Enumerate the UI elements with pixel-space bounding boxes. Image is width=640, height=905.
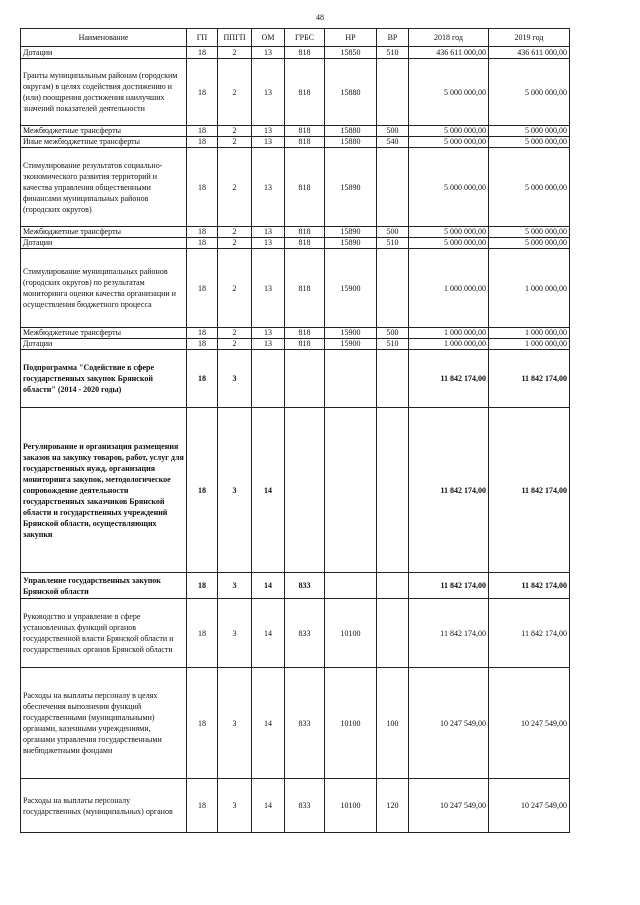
cell-2019: 1 000 000,00 <box>489 328 570 339</box>
cell-grbs: 818 <box>285 148 325 227</box>
cell-name: Дотации <box>21 238 187 249</box>
col-header-name: Наименование <box>21 29 187 47</box>
table-row <box>21 126 570 137</box>
cell-om <box>252 350 285 408</box>
table-row <box>21 599 570 668</box>
cell-vr <box>377 573 409 599</box>
cell-nr: 15880 <box>325 137 377 148</box>
col-header-vr: ВР <box>377 29 409 47</box>
cell-grbs: 833 <box>285 779 325 833</box>
cell-vr: 500 <box>377 328 409 339</box>
cell-grbs: 833 <box>285 599 325 668</box>
table-row <box>21 148 570 227</box>
cell-nr: 15850 <box>325 47 377 59</box>
cell-gp: 18 <box>187 47 218 59</box>
cell-name: Расходы на выплаты персоналу государственных (муниципальных) органов <box>21 779 187 833</box>
page-number: 48 <box>316 13 324 22</box>
cell-ppgp: 2 <box>218 137 252 148</box>
cell-vr <box>377 148 409 227</box>
cell-grbs: 818 <box>285 59 325 126</box>
table-row <box>21 339 570 350</box>
cell-gp: 18 <box>187 339 218 350</box>
col-header-grbs: ГРБС <box>285 29 325 47</box>
cell-vr: 500 <box>377 227 409 238</box>
cell-2019: 11 842 174,00 <box>489 408 570 573</box>
table-row <box>21 408 570 573</box>
table-row <box>21 47 570 59</box>
cell-om: 14 <box>252 573 285 599</box>
cell-ppgp: 2 <box>218 339 252 350</box>
table-row <box>21 227 570 238</box>
cell-ppgp: 3 <box>218 573 252 599</box>
cell-2019: 5 000 000,00 <box>489 238 570 249</box>
cell-gp: 18 <box>187 249 218 328</box>
cell-ppgp: 3 <box>218 779 252 833</box>
col-header-gp: ГП <box>187 29 218 47</box>
cell-2019: 10 247 549,00 <box>489 668 570 779</box>
cell-nr: 15880 <box>325 126 377 137</box>
cell-name: Межбюджетные трансферты <box>21 227 187 238</box>
cell-gp: 18 <box>187 408 218 573</box>
cell-om: 13 <box>252 249 285 328</box>
cell-ppgp: 2 <box>218 47 252 59</box>
cell-2019: 11 842 174,00 <box>489 573 570 599</box>
cell-2018: 5 000 000,00 <box>409 59 489 126</box>
col-header-2019: 2019 год <box>489 29 570 47</box>
cell-2019: 1 000 000,00 <box>489 339 570 350</box>
cell-ppgp: 3 <box>218 599 252 668</box>
cell-2018: 5 000 000,00 <box>409 238 489 249</box>
cell-om: 13 <box>252 137 285 148</box>
cell-name: Стимулирование результатов социально-экономического развития территорий и качества управления общественными финансами муниципальных районов (городских округов) <box>21 148 187 227</box>
cell-2019: 5 000 000,00 <box>489 137 570 148</box>
cell-om: 14 <box>252 408 285 573</box>
cell-name: Дотации <box>21 47 187 59</box>
cell-om: 13 <box>252 227 285 238</box>
cell-name: Подпрограмма "Содействие в сфере государственных закупок Брянской области" (2014 - 2020 годы) <box>21 350 187 408</box>
cell-2019: 5 000 000,00 <box>489 126 570 137</box>
cell-om: 13 <box>252 148 285 227</box>
cell-ppgp: 3 <box>218 668 252 779</box>
cell-2018: 11 842 174,00 <box>409 350 489 408</box>
cell-grbs <box>285 408 325 573</box>
cell-gp: 18 <box>187 599 218 668</box>
cell-om: 13 <box>252 238 285 249</box>
table-row <box>21 350 570 408</box>
cell-nr: 15900 <box>325 339 377 350</box>
cell-2019: 436 611 000,00 <box>489 47 570 59</box>
cell-2019: 5 000 000,00 <box>489 148 570 227</box>
cell-gp: 18 <box>187 350 218 408</box>
cell-gp: 18 <box>187 59 218 126</box>
cell-ppgp: 2 <box>218 59 252 126</box>
cell-gp: 18 <box>187 227 218 238</box>
cell-om: 13 <box>252 328 285 339</box>
cell-vr: 500 <box>377 126 409 137</box>
cell-2018: 1 000 000,00 <box>409 328 489 339</box>
cell-grbs: 818 <box>285 238 325 249</box>
cell-om: 14 <box>252 599 285 668</box>
cell-2018: 5 000 000,00 <box>409 148 489 227</box>
cell-2019: 10 247 549,00 <box>489 779 570 833</box>
cell-grbs <box>285 350 325 408</box>
cell-vr <box>377 350 409 408</box>
cell-grbs: 818 <box>285 47 325 59</box>
cell-2018: 11 842 174,00 <box>409 408 489 573</box>
cell-om: 13 <box>252 47 285 59</box>
cell-gp: 18 <box>187 137 218 148</box>
cell-nr <box>325 408 377 573</box>
cell-grbs: 818 <box>285 249 325 328</box>
cell-gp: 18 <box>187 148 218 227</box>
cell-vr <box>377 249 409 328</box>
cell-om: 13 <box>252 59 285 126</box>
cell-nr: 15890 <box>325 227 377 238</box>
cell-2018: 5 000 000,00 <box>409 126 489 137</box>
table-row <box>21 328 570 339</box>
cell-vr <box>377 408 409 573</box>
cell-ppgp: 2 <box>218 249 252 328</box>
cell-2018: 11 842 174,00 <box>409 573 489 599</box>
cell-nr: 10100 <box>325 779 377 833</box>
cell-2019: 5 000 000,00 <box>489 59 570 126</box>
table-row <box>21 137 570 148</box>
cell-nr: 15900 <box>325 328 377 339</box>
cell-2018: 11 842 174,00 <box>409 599 489 668</box>
cell-ppgp: 3 <box>218 408 252 573</box>
budget-table <box>20 28 570 833</box>
cell-ppgp: 2 <box>218 126 252 137</box>
cell-vr: 510 <box>377 238 409 249</box>
table-header-row <box>21 29 570 47</box>
cell-vr: 510 <box>377 339 409 350</box>
cell-name: Дотации <box>21 339 187 350</box>
cell-2018: 10 247 549,00 <box>409 779 489 833</box>
cell-nr <box>325 350 377 408</box>
cell-gp: 18 <box>187 668 218 779</box>
cell-om: 14 <box>252 668 285 779</box>
cell-2018: 5 000 000,00 <box>409 137 489 148</box>
cell-name: Стимулирование муниципальных районов (городских округов) по результатам мониторинга оценки качества организации и осуществления бюджетного процесса <box>21 249 187 328</box>
cell-grbs: 818 <box>285 328 325 339</box>
cell-name: Управление государственных закупок Брянской области <box>21 573 187 599</box>
cell-ppgp: 3 <box>218 350 252 408</box>
cell-grbs: 818 <box>285 137 325 148</box>
cell-nr: 10100 <box>325 599 377 668</box>
cell-2019: 11 842 174,00 <box>489 599 570 668</box>
cell-grbs: 818 <box>285 227 325 238</box>
cell-2018: 10 247 549,00 <box>409 668 489 779</box>
col-header-ppgp: ППГП <box>218 29 252 47</box>
cell-gp: 18 <box>187 779 218 833</box>
cell-om: 14 <box>252 779 285 833</box>
table-row <box>21 249 570 328</box>
cell-vr: 100 <box>377 668 409 779</box>
cell-name: Межбюджетные трансферты <box>21 328 187 339</box>
cell-nr: 10100 <box>325 668 377 779</box>
cell-name: Руководство и управление в сфере установленных функций органов государственной власти Брянской области и государственных органов Брянской области <box>21 599 187 668</box>
cell-gp: 18 <box>187 238 218 249</box>
cell-2018: 1 000 000,00 <box>409 249 489 328</box>
cell-2018: 1 000 000,00 <box>409 339 489 350</box>
cell-name: Расходы на выплаты персоналу в целях обеспечения выполнения функций государственными (муниципальными) органами, казенными учреждениями, органами управления государственными внебюджетными фондами <box>21 668 187 779</box>
cell-2019: 5 000 000,00 <box>489 227 570 238</box>
col-header-om: ОМ <box>252 29 285 47</box>
cell-grbs: 818 <box>285 339 325 350</box>
table-row <box>21 779 570 833</box>
cell-name: Межбюджетные трансферты <box>21 126 187 137</box>
cell-2018: 436 611 000,00 <box>409 47 489 59</box>
cell-gp: 18 <box>187 573 218 599</box>
cell-2018: 5 000 000,00 <box>409 227 489 238</box>
cell-vr: 510 <box>377 47 409 59</box>
cell-grbs: 833 <box>285 668 325 779</box>
cell-gp: 18 <box>187 328 218 339</box>
cell-nr: 15880 <box>325 59 377 126</box>
cell-grbs: 833 <box>285 573 325 599</box>
col-header-2018: 2018 год <box>409 29 489 47</box>
cell-vr <box>377 599 409 668</box>
cell-ppgp: 2 <box>218 227 252 238</box>
cell-ppgp: 2 <box>218 328 252 339</box>
cell-nr <box>325 573 377 599</box>
cell-nr: 15890 <box>325 148 377 227</box>
table-row <box>21 59 570 126</box>
cell-ppgp: 2 <box>218 148 252 227</box>
cell-2019: 11 842 174,00 <box>489 350 570 408</box>
cell-grbs: 818 <box>285 126 325 137</box>
table-row <box>21 573 570 599</box>
table-row <box>21 668 570 779</box>
cell-vr <box>377 59 409 126</box>
cell-om: 13 <box>252 339 285 350</box>
cell-name: Гранты муниципальным районам (городским округам) в целях содействия достижению и (или) поощрения достижения наилучших значений показателей деятельности <box>21 59 187 126</box>
cell-name: Иные межбюджетные трансферты <box>21 137 187 148</box>
cell-name: Регулирование и организация размещения заказов на закупку товаров, работ, услуг для государственных нужд, организация мониторинга закупок, методологическое сопровождение деятельности государственных заказчиков Брянской области и государственных учреждений Брянской области, осуществляющих закупки <box>21 408 187 573</box>
cell-gp: 18 <box>187 126 218 137</box>
col-header-nr: НР <box>325 29 377 47</box>
table-row <box>21 238 570 249</box>
cell-vr: 120 <box>377 779 409 833</box>
cell-nr: 15900 <box>325 249 377 328</box>
cell-2019: 1 000 000,00 <box>489 249 570 328</box>
cell-nr: 15890 <box>325 238 377 249</box>
cell-vr: 540 <box>377 137 409 148</box>
cell-ppgp: 2 <box>218 238 252 249</box>
cell-om: 13 <box>252 126 285 137</box>
